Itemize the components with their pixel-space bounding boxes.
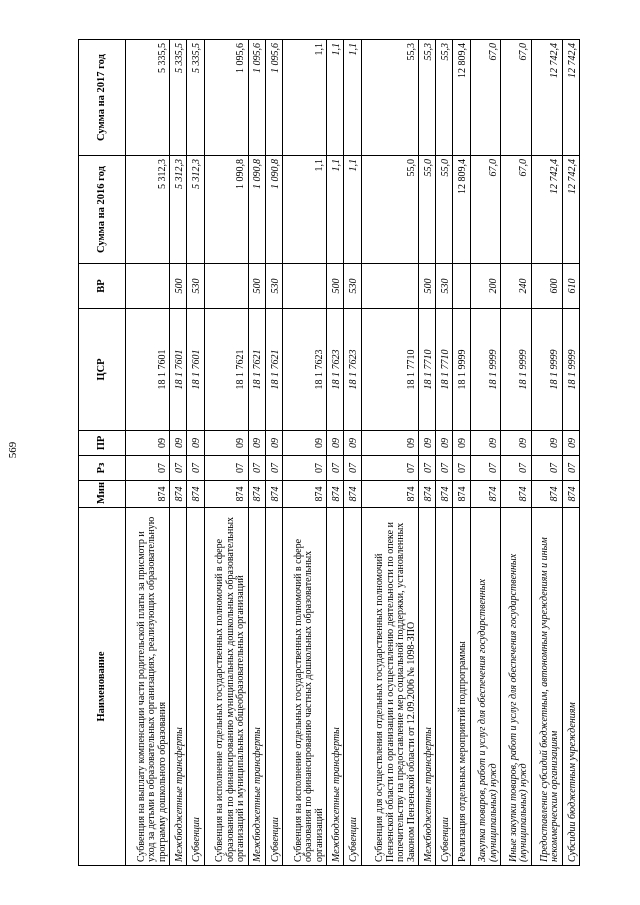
cell-csr: 18 1 7623 <box>327 309 344 431</box>
cell-sum-2016: 55,0 <box>436 156 453 264</box>
header-sum-2017: Сумма на 2017 год <box>79 40 126 156</box>
cell-vr <box>283 264 327 309</box>
cell-sum-2016: 67,0 <box>501 156 532 264</box>
cell-min: 874 <box>344 481 361 508</box>
cell-min: 874 <box>283 481 327 508</box>
cell-min: 874 <box>170 481 187 508</box>
cell-csr: 18 1 9999 <box>562 309 579 431</box>
cell-name: Субвенции <box>265 508 282 866</box>
cell-rz: 07 <box>327 456 344 481</box>
cell-csr: 18 1 7601 <box>170 309 187 431</box>
table-row <box>344 40 361 866</box>
cell-pr: 09 <box>436 431 453 456</box>
table-body <box>126 40 580 866</box>
header-csr: ЦСР <box>79 309 126 431</box>
cell-min: 874 <box>470 481 501 508</box>
cell-pr: 09 <box>283 431 327 456</box>
cell-vr: 610 <box>562 264 579 309</box>
cell-name: Субсидии бюджетным учреждениям <box>562 508 579 866</box>
cell-sum-2016: 5 312,3 <box>170 156 187 264</box>
table-row <box>204 40 248 866</box>
cell-name: Субвенция на исполнение отдельных государственных полномочий в сфере образования по финансированию частных дошкольных образовательных организаций <box>283 508 327 866</box>
cell-pr: 09 <box>453 431 470 456</box>
cell-rz: 07 <box>187 456 204 481</box>
cell-min: 874 <box>248 481 265 508</box>
cell-sum-2016: 12 742,4 <box>531 156 562 264</box>
table-header-row <box>79 40 126 866</box>
cell-csr: 18 1 9999 <box>531 309 562 431</box>
cell-min: 874 <box>204 481 248 508</box>
header-vr: ВР <box>79 264 126 309</box>
cell-pr: 09 <box>187 431 204 456</box>
cell-vr: 500 <box>248 264 265 309</box>
cell-sum-2017: 5 335,5 <box>170 40 187 156</box>
cell-rz: 07 <box>248 456 265 481</box>
cell-sum-2017: 1,1 <box>283 40 327 156</box>
cell-csr: 18 1 9999 <box>501 309 532 431</box>
cell-sum-2017: 1 095,6 <box>248 40 265 156</box>
cell-sum-2017: 12 742,4 <box>562 40 579 156</box>
cell-pr: 09 <box>126 431 170 456</box>
table-row <box>361 40 418 866</box>
table-row <box>126 40 170 866</box>
cell-sum-2017: 5 335,5 <box>126 40 170 156</box>
cell-min: 874 <box>187 481 204 508</box>
cell-vr: 240 <box>501 264 532 309</box>
cell-sum-2016: 1,1 <box>344 156 361 264</box>
cell-csr: 18 1 7621 <box>204 309 248 431</box>
cell-sum-2017: 12 742,4 <box>531 40 562 156</box>
cell-sum-2016: 55,0 <box>419 156 436 264</box>
cell-csr: 18 1 7601 <box>187 309 204 431</box>
table-row <box>187 40 204 866</box>
cell-sum-2017: 1 095,6 <box>265 40 282 156</box>
cell-sum-2016: 55,0 <box>361 156 418 264</box>
cell-min: 874 <box>562 481 579 508</box>
table-row <box>283 40 327 866</box>
cell-csr: 18 1 7623 <box>283 309 327 431</box>
cell-sum-2016: 12 809,4 <box>453 156 470 264</box>
cell-rz: 07 <box>361 456 418 481</box>
cell-sum-2017: 1 095,6 <box>204 40 248 156</box>
cell-name: Межбюджетные трансферты <box>170 508 187 866</box>
cell-sum-2016: 1 090,8 <box>265 156 282 264</box>
cell-vr: 500 <box>419 264 436 309</box>
cell-rz: 07 <box>170 456 187 481</box>
cell-vr: 500 <box>327 264 344 309</box>
cell-rz: 07 <box>204 456 248 481</box>
cell-rz: 07 <box>470 456 501 481</box>
cell-min: 874 <box>327 481 344 508</box>
cell-name: Межбюджетные трансферты <box>248 508 265 866</box>
cell-sum-2016: 1 090,8 <box>248 156 265 264</box>
cell-pr: 09 <box>170 431 187 456</box>
cell-vr: 530 <box>265 264 282 309</box>
header-pr: ПР <box>79 431 126 456</box>
cell-min: 874 <box>531 481 562 508</box>
cell-vr: 200 <box>470 264 501 309</box>
cell-pr: 09 <box>248 431 265 456</box>
cell-vr: 530 <box>187 264 204 309</box>
cell-csr: 18 1 7621 <box>248 309 265 431</box>
table-row <box>265 40 282 866</box>
cell-pr: 09 <box>470 431 501 456</box>
cell-csr: 18 1 7710 <box>361 309 418 431</box>
header-rz: Рз <box>79 456 126 481</box>
cell-sum-2017: 67,0 <box>501 40 532 156</box>
cell-sum-2016: 1 090,8 <box>204 156 248 264</box>
cell-sum-2017: 67,0 <box>470 40 501 156</box>
cell-vr <box>204 264 248 309</box>
cell-pr: 09 <box>562 431 579 456</box>
cell-rz: 07 <box>531 456 562 481</box>
table-row <box>531 40 562 866</box>
cell-name: Субвенция для осуществления отдельных государственных полномочий Пензенской области по организации и осуществлению деятельности по опеке и попечительству на предоставление мер социальной поддержки, установленных Законом Пензенской области от 12.09.2006 № 1098-ЗПО <box>361 508 418 866</box>
cell-pr: 09 <box>344 431 361 456</box>
cell-pr: 09 <box>501 431 532 456</box>
cell-sum-2017: 1,1 <box>327 40 344 156</box>
table-row <box>501 40 532 866</box>
cell-vr: 500 <box>170 264 187 309</box>
cell-csr: 18 1 7710 <box>419 309 436 431</box>
cell-csr: 18 1 7623 <box>344 309 361 431</box>
cell-min: 874 <box>126 481 170 508</box>
cell-name: Предоставление субсидий бюджетным, автономным учреждениям и иным некоммерческим организациям <box>531 508 562 866</box>
budget-table <box>78 39 580 866</box>
cell-name: Субвенции <box>344 508 361 866</box>
cell-rz: 07 <box>436 456 453 481</box>
cell-rz: 07 <box>265 456 282 481</box>
page-number-text: 569 <box>7 441 19 459</box>
cell-min: 874 <box>501 481 532 508</box>
cell-pr: 09 <box>531 431 562 456</box>
cell-sum-2017: 12 809,4 <box>453 40 470 156</box>
cell-sum-2016: 12 742,4 <box>562 156 579 264</box>
cell-sum-2016: 1,1 <box>283 156 327 264</box>
table-row <box>470 40 501 866</box>
cell-name: Закупка товаров, работ и услуг для обеспечения государственных (муниципальных) нужд <box>470 508 501 866</box>
cell-sum-2017: 55,3 <box>436 40 453 156</box>
cell-pr: 09 <box>327 431 344 456</box>
table-row <box>170 40 187 866</box>
cell-min: 874 <box>361 481 418 508</box>
cell-name: Субвенция на исполнение отдельных государственных полномочий в сфере образования по финансированию муниципальных дошкольных образовательных организаций и муниципальных общеобразовательных организаций <box>204 508 248 866</box>
cell-name: Субвенции <box>436 508 453 866</box>
table-row <box>327 40 344 866</box>
header-name: Наименование <box>79 508 126 866</box>
cell-rz: 07 <box>501 456 532 481</box>
cell-vr: 530 <box>344 264 361 309</box>
cell-pr: 09 <box>204 431 248 456</box>
table-row <box>419 40 436 866</box>
cell-pr: 09 <box>419 431 436 456</box>
cell-csr: 18 1 7710 <box>436 309 453 431</box>
header-min: Мин <box>79 481 126 508</box>
cell-csr: 18 1 9999 <box>470 309 501 431</box>
cell-sum-2017: 5 335,5 <box>187 40 204 156</box>
cell-csr: 18 1 7621 <box>265 309 282 431</box>
cell-min: 874 <box>419 481 436 508</box>
cell-name: Реализация отдельных мероприятий подпрограммы <box>453 508 470 866</box>
cell-rz: 07 <box>126 456 170 481</box>
cell-vr <box>361 264 418 309</box>
cell-name: Субвенция на выплату компенсации части родительской платы за присмотр и уход за детьми в образовательных организациях, реализующих образовательную программу дошкольного образования <box>126 508 170 866</box>
cell-csr: 18 1 9999 <box>453 309 470 431</box>
cell-vr <box>453 264 470 309</box>
cell-rz: 07 <box>283 456 327 481</box>
cell-sum-2016: 1,1 <box>327 156 344 264</box>
header-sum-2016: Сумма на 2016 год <box>79 156 126 264</box>
cell-csr: 18 1 7601 <box>126 309 170 431</box>
cell-sum-2016: 67,0 <box>470 156 501 264</box>
cell-name: Иные закупки товаров, работ и услуг для обеспечения государственных (муниципальных) нужд <box>501 508 532 866</box>
cell-min: 874 <box>453 481 470 508</box>
cell-rz: 07 <box>453 456 470 481</box>
cell-rz: 07 <box>344 456 361 481</box>
cell-pr: 09 <box>265 431 282 456</box>
table-row <box>436 40 453 866</box>
cell-name: Межбюджетные трансферты <box>327 508 344 866</box>
cell-min: 874 <box>436 481 453 508</box>
page-number <box>0 0 22 905</box>
cell-sum-2017: 55,3 <box>361 40 418 156</box>
table-row <box>453 40 470 866</box>
cell-sum-2017: 55,3 <box>419 40 436 156</box>
cell-name: Субвенции <box>187 508 204 866</box>
cell-vr <box>126 264 170 309</box>
cell-vr: 530 <box>436 264 453 309</box>
cell-vr: 600 <box>531 264 562 309</box>
cell-rz: 07 <box>419 456 436 481</box>
table-row <box>248 40 265 866</box>
cell-name: Межбюджетные трансферты <box>419 508 436 866</box>
cell-min: 874 <box>265 481 282 508</box>
cell-sum-2016: 5 312,3 <box>187 156 204 264</box>
cell-pr: 09 <box>361 431 418 456</box>
cell-sum-2016: 5 312,3 <box>126 156 170 264</box>
cell-rz: 07 <box>562 456 579 481</box>
cell-sum-2017: 1,1 <box>344 40 361 156</box>
budget-table-container <box>78 40 580 866</box>
table-row <box>562 40 579 866</box>
